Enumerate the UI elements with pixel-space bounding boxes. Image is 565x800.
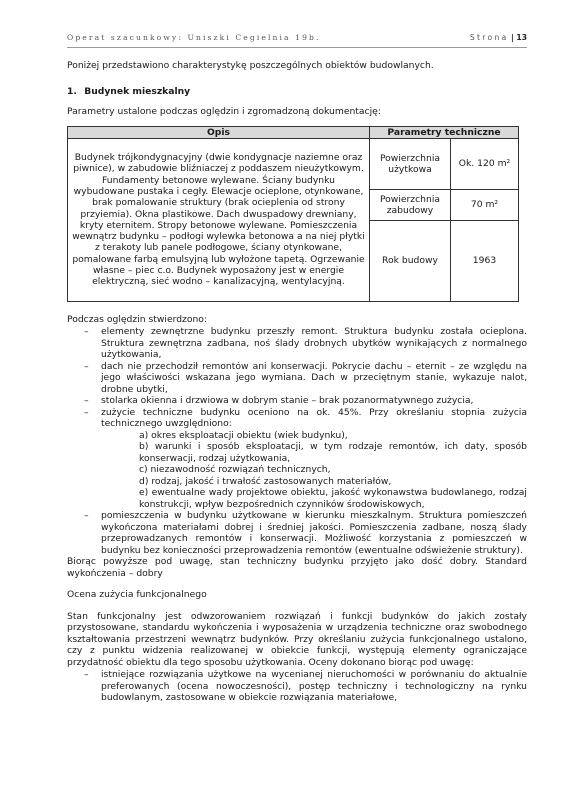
dash-bullet: – [84, 406, 89, 418]
header-document-title: Operat szacunkowy: Uniszki Cegielnia 19b. [67, 33, 321, 42]
list-item [67, 395, 527, 407]
list-item [67, 361, 527, 396]
building-parameters-table [67, 126, 519, 302]
dash-bullet: – [84, 395, 89, 407]
list-item-text: dach nie przechodził remontów ani konserwacji. Pokrycie dachu – eternit – ze względu na jego właściwości wskazana jego wymiana. Dach w przeciętnym stanie, wykazuje nalot, drobne ubytki, [101, 360, 527, 395]
section-number: 1. [67, 85, 77, 97]
table-header-opis: Opis [68, 126, 370, 138]
param-value-cell: 70 m² [451, 189, 519, 220]
criteria-item: c) niezawodność rozwiązań technicznych, [139, 464, 331, 476]
functional-criteria-list [67, 669, 527, 704]
wear-criteria-list [101, 430, 527, 511]
criteria-item: b) warunki i sposób eksploatacji, w tym rodzaje remontów, ich daty, sposób konserwacji, rodzaj użytkowania, [139, 441, 527, 464]
functional-wear-heading: Ocena zużycia funkcjonalnego [67, 589, 207, 601]
technical-condition-conclusion: Biorąc powyższe pod uwagę, stan techniczny budynku przyjęto jako dość dobry. Standard wykończenia – dobry [67, 556, 527, 579]
list-item [67, 669, 527, 704]
header-page-number: | 13 [511, 33, 527, 42]
list-item-text: istniejące rozwiązania użytkowe na wycenianej nieruchomości w porównaniu do aktualnie preferowanych (ocena nowoczesności), postęp techniczny i technologiczny na rynku budowlanym, zastosowane w obiekcie rozwiązania materiałowe, [101, 669, 527, 704]
section-heading [67, 86, 527, 98]
findings-intro: Podczas oględzin stwierdzono: [67, 313, 208, 325]
param-name-cell: Rok budowy [370, 220, 451, 301]
list-item [67, 326, 527, 361]
functional-wear-paragraph: Stan funkcjonalny jest odwzorowaniem rozwiązań i funkcji budynków do jakich zostały przystosowane, standardu wykończenia i wyposażenia w urządzenia techniczne oraz swobodnego kształtowania przestrzeni wewnątrz budynków. Przy określaniu zużycia funkcjonalnego ustalono, czy z punktu widzenia realizowanej w obiekcie funkcji, występują elementy ograniczające przydatność obiektu dla tego sposobu użytkowania. Oceny dokonano biorąc pod uwagę: [67, 610, 527, 668]
header-page-label: Strona [469, 33, 509, 42]
document-body [67, 60, 527, 704]
parameters-intro: Parametry ustalone podczas oględzin i zgromadzoną dokumentację: [67, 106, 381, 117]
header-page-info [470, 33, 527, 42]
intro-paragraph: Poniżej przedstawiono charakterystykę poszczególnych obiektów budowlanych. [67, 60, 434, 71]
findings-list [67, 326, 527, 556]
dash-bullet: – [84, 669, 89, 681]
list-item-text: zużycie techniczne budynku oceniono na ok. 45%. Przy określaniu stopnia zużycia technicznego uwzględniono: [101, 406, 527, 430]
dash-bullet: – [84, 510, 89, 522]
table-header-row [68, 126, 519, 138]
list-item [67, 407, 527, 511]
criteria-item: a) okres eksploatacji obiektu (wiek budynku), [139, 429, 348, 441]
param-name-cell: Powierzchnia zabudowy [370, 189, 451, 220]
table-header-parametry: Parametry techniczne [370, 126, 519, 138]
list-item-text: stolarka okienna i drzwiowa w dobrym stanie – brak pozanormatywnego zużycia, [101, 395, 474, 407]
section-title: Budynek mieszkalny [84, 85, 191, 97]
list-item-text: elementy zewnętrzne budynku przeszły remont. Struktura budynku została ocieplona. Struktura zewnętrzna zadbana, noś ślady drobnych ubytków wynikających z normalnego użytkowania, [101, 326, 527, 361]
list-item-text: pomieszczenia w budynku użytkowane w kierunku mieszkalnym. Struktura pomieszczeń wykończona materiałami dobrej i średniej jakości. Pomieszczenia zadbane, noszą ślady przeprowadzanych remontów i konserwacji. Możliwość korzystania z pomieszczeń w budynku bez konieczności przeprowadzenia remontów (ewentualne odświeżenie struktury). [101, 510, 527, 556]
page-header [67, 33, 527, 48]
param-value-cell: Ok. 120 m² [451, 138, 519, 189]
building-description-cell: Budynek trójkondygnacyjny (dwie kondygnacje naziemne oraz piwnice), w zabudowie bliźniaczej z poddaszem nieużytkowym. Fundamenty betonowe wylewane. Ściany budynku wybudowane pustaka i cegły. Elewacje ocieplone, otynkowane, brak pomalowanie struktury (brak ocieplenia od strony przyiemia). Okna plastikowe. Dach dwuspadowy drewniany, kryty eternitem. Stropy betonowe wylewane. Pomieszczenia wewnątrz budynku – podłogi wylewka betonowa a na niej płytki z terakoty lub panele podłogowe, ściany otynkowane, pomalowane farbą emulsyjną lub wyłożone tapetą. Ogrzewanie własne – piec c.o. Budynek wyposażony jest w energie elektryczną, sieć wodno – kanalizacyjną, wentylacyjną. [68, 138, 370, 301]
dash-bullet: – [84, 360, 89, 372]
param-value-cell: 1963 [451, 220, 519, 301]
criteria-item: e) ewentualne wady projektowe obiektu, jakość wykonawstwa budowlanego, rodzaj konstrukcji, wpływ bezpośrednich czynników środowiskowych, [139, 487, 527, 510]
dash-bullet: – [84, 326, 89, 338]
list-item [67, 510, 527, 556]
param-name-cell: Powierzchnia użytkowa [370, 138, 451, 189]
table-row [68, 138, 519, 189]
criteria-item: d) rodzaj, jakość i trwałość zastosowanych materiałów, [139, 475, 392, 487]
